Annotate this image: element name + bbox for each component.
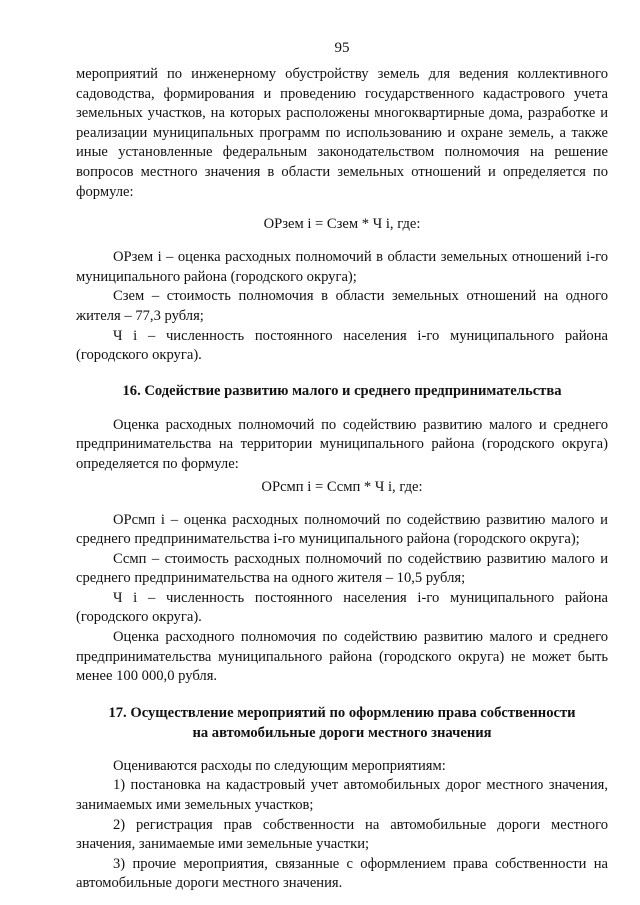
section-17-title-line2: на автомобильные дороги местного значения (192, 724, 492, 741)
definition-population: Ч i – численность постоянного населения i-го муниципального района (городского округа). (76, 327, 608, 364)
formula-smp: ОРсмп i = Ссмп * Ч i, где: (261, 478, 423, 495)
definition-szem: Сзем – стоимость полномочия в области земельных отношений на одного жителя – 77,3 рубля; (76, 288, 608, 324)
minimum-estimate-paragraph: Оценка расходного полномочия по содействию развитию малого и среднего предпринимательства муниципального района (городского округа) не может быть менее 100 000,0 рубля. (76, 629, 608, 685)
page-number: 95 (334, 40, 350, 56)
document-page (76, 40, 608, 894)
formula-land: ОРзем i = Сзем * Ч i, где: (263, 216, 421, 233)
section-16-intro: Оценка расходных полномочий по содействию развитию малого и среднего предпринимательства на территории муниципального района (городского округа) определяется по формуле: (76, 416, 608, 472)
definition-population-2: Ч i – численность постоянного населения i-го муниципального района (городского округа). (76, 589, 608, 626)
intro-paragraph: мероприятий по инженерному обустройству земель для ведения коллективного садоводства, формирования и проведению государственного кадастрового учета земельных участков, на которых расположены многоквартирные дома, разработке и реализации муниципальных программ по использованию и охране земель, а также иные установленные федеральным законодательством полномочия на решение вопросов местного значения в области земельных отношений и определяется по формуле: (76, 66, 608, 200)
section-17-item-2: 2) регистрация прав собственности на автомобильные дороги местного значения, занимаемые ими земельные участки; (76, 816, 608, 853)
section-16-title: 16. Содействие развитию малого и среднего предпринимательства (122, 382, 562, 399)
section-17-title-line1: 17. Осуществление мероприятий по оформлению права собственности (108, 704, 576, 721)
section-17-title (76, 703, 608, 743)
section-17-item-3: 3) прочие мероприятия, связанные с оформлением права собственности на автомобильные дороги местного значения. (76, 855, 608, 892)
definition-orzem: ОРзем i – оценка расходных полномочий в области земельных отношений i-го муниципального района (городского округа); (76, 249, 608, 285)
section-17-intro: Оцениваются расходы по следующим мероприятиям: (113, 757, 446, 774)
definition-ssmp: Ссмп – стоимость расходных полномочий по содействию развитию малого и среднего предпринимательства на одного жителя – 10,5 рубля; (76, 550, 608, 587)
definition-orsmp: ОРсмп i – оценка расходных полномочий по содействию развитию малого и среднего предпринимательства i-го муниципального района (городского округа); (76, 511, 608, 548)
section-17-item-1: 1) постановка на кадастровый учет автомобильных дорог местного значения, занимаемых ими земельных участков; (76, 777, 608, 814)
